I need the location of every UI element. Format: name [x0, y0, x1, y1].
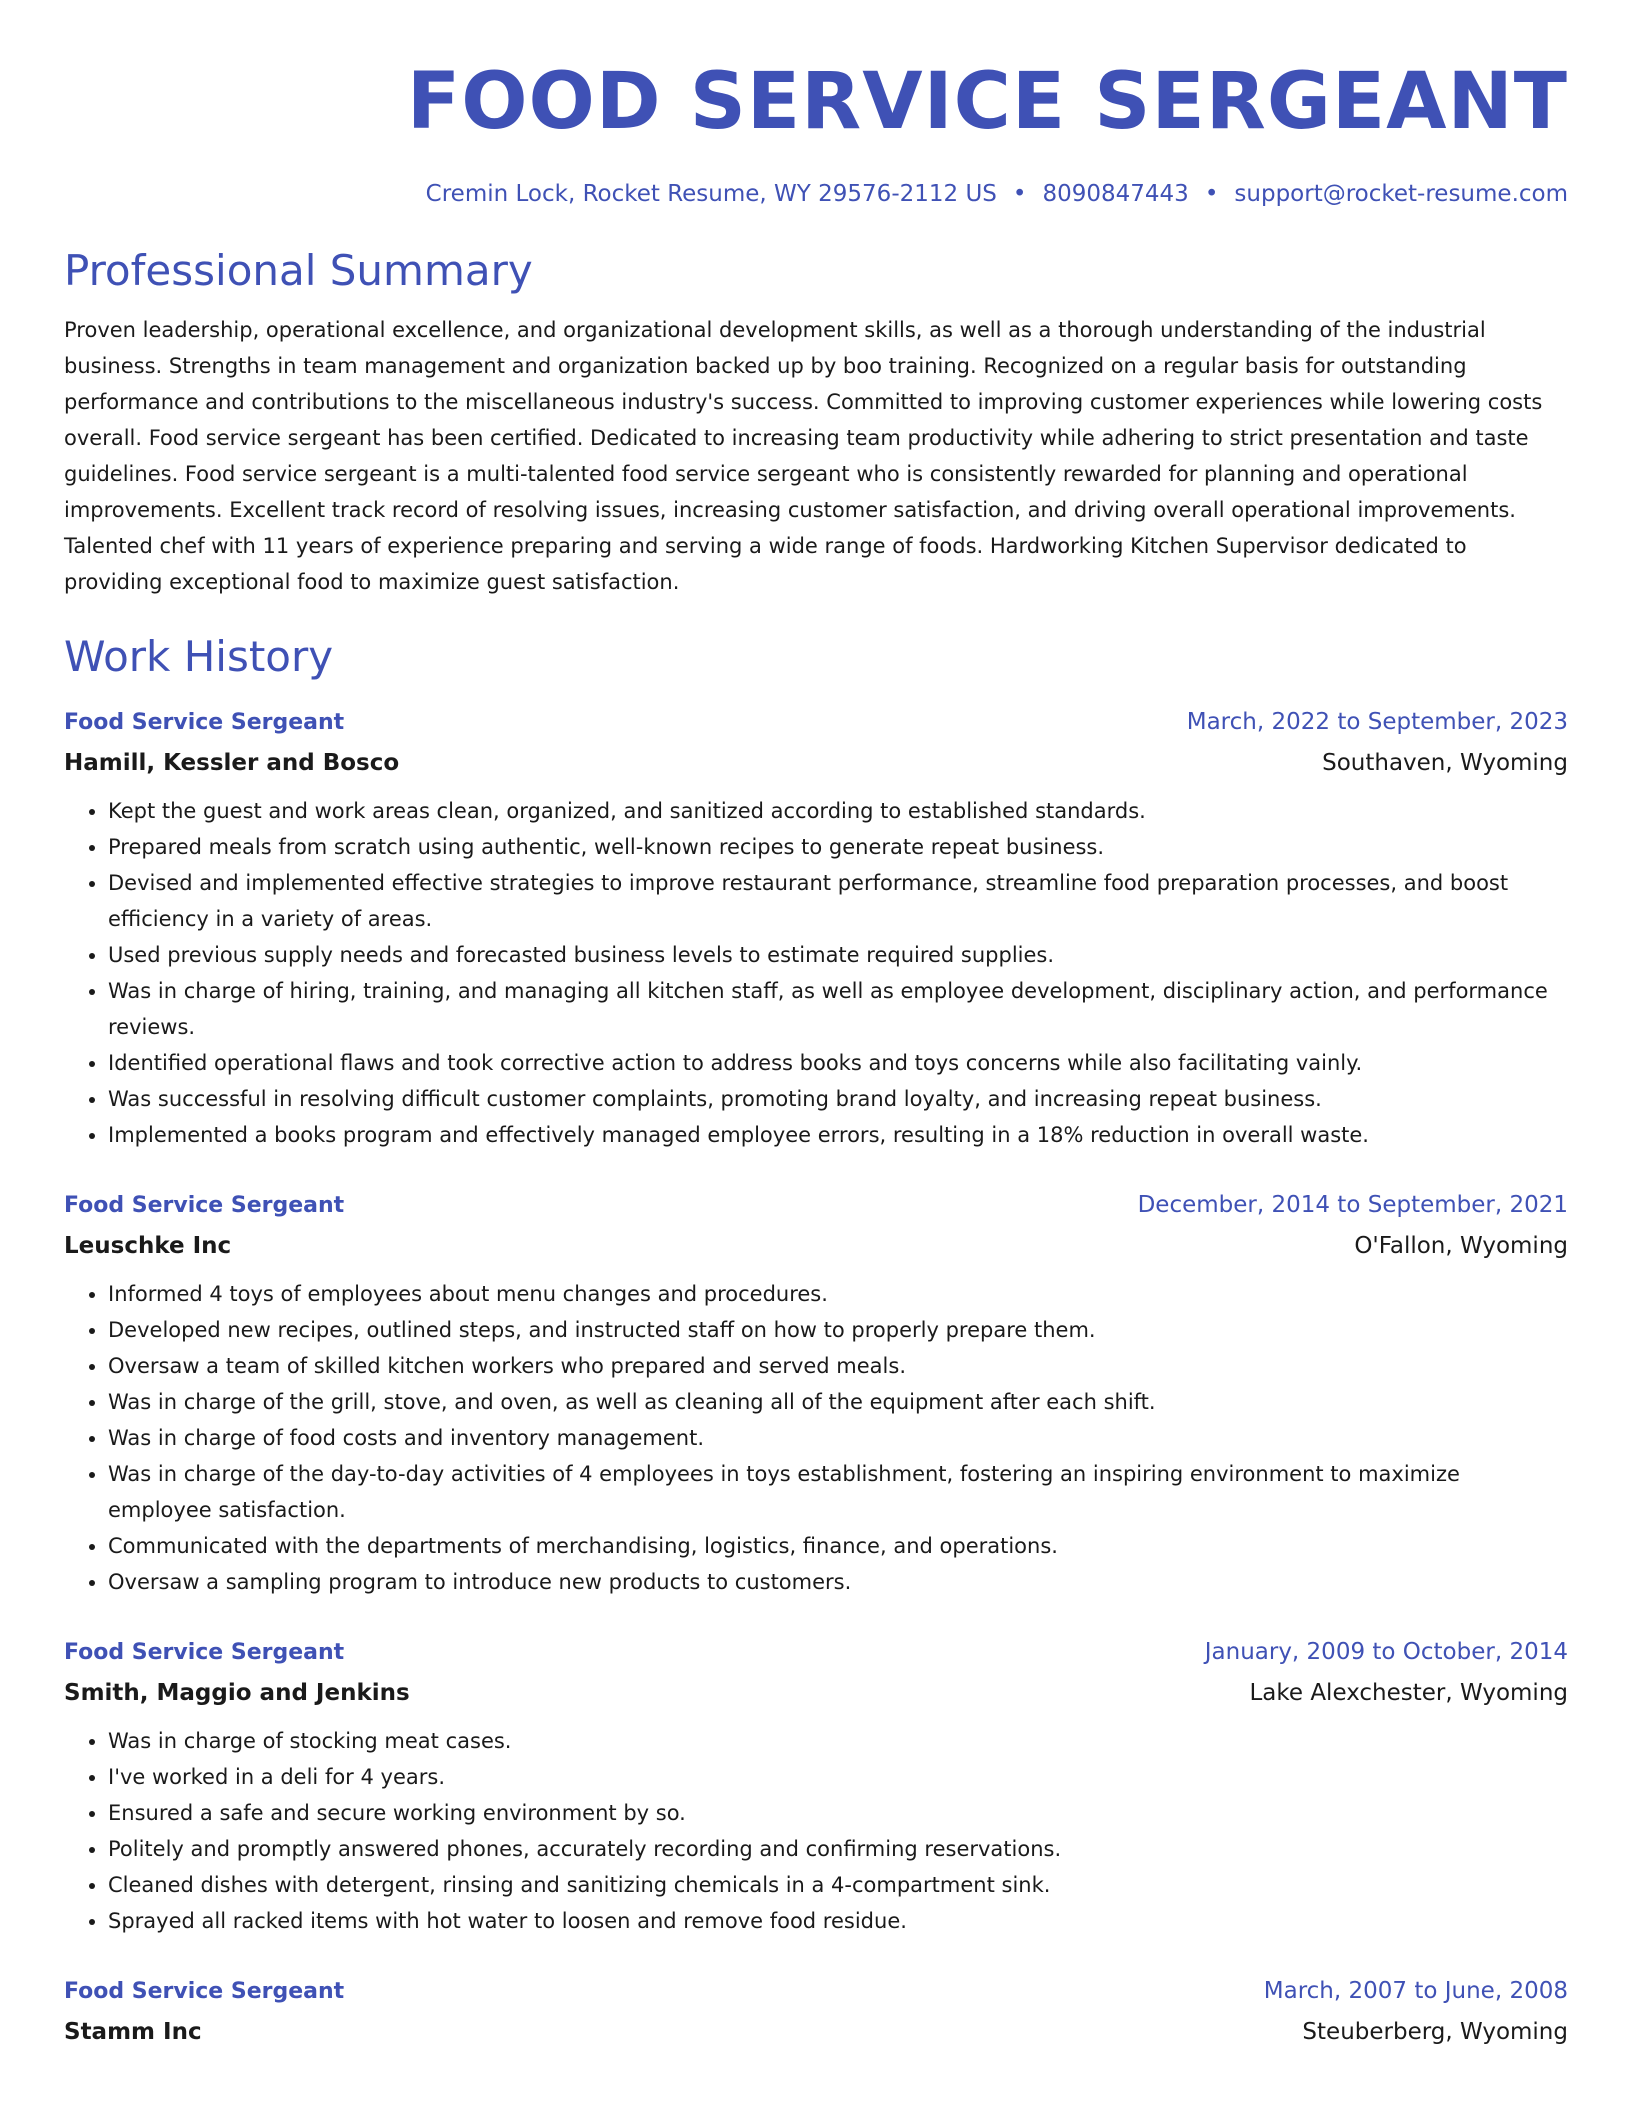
job-bullet: • Was in charge of stocking meat cases.	[108, 1723, 1568, 1759]
job-employer-row	[64, 743, 1568, 783]
job-location: O'Fallon, Wyoming	[1354, 1233, 1568, 1259]
resume-content	[0, 244, 1632, 2052]
job-bullet: • Was in charge of hiring, training, and managing all kitchen staff, as well as employee development, disciplinary action, and performance reviews.	[108, 973, 1568, 1045]
job-entry	[64, 1632, 1568, 1939]
job-bullet: • Kept the guest and work areas clean, organized, and sanitized according to established standards.	[108, 793, 1568, 829]
contact-line	[64, 178, 1568, 210]
resume-header	[0, 0, 1632, 210]
summary-text: Proven leadership, operational excellence, and organizational development skills, as well as a thorough understanding of the industrial business. Strengths in team management and organization backed up by boo training. Recognized on a regular basis for outstanding performance and contributions to the miscellaneous industry's success. Committed to improving customer experiences while lowering costs overall. Food service sergeant has been certified. Dedicated to increasing team productivity while adhering to strict presentation and taste guidelines. Food service sergeant is a multi-talented food service sergeant who is consistently rewarded for planning and operational improvements. Excellent track record of resolving issues, increasing customer satisfaction, and driving overall operational improvements. Talented chef with 11 years of experience preparing and serving a wide range of foods. Hardworking Kitchen Supervisor dedicated to providing exceptional food to maximize guest satisfaction.	[64, 318, 1543, 594]
job-employer-row	[64, 1673, 1568, 1713]
job-bullet: • Was in charge of food costs and inventory management.	[108, 1420, 1568, 1456]
job-bullet: • Ensured a safe and secure working environment by so.	[108, 1795, 1568, 1831]
job-location: Lake Alexchester, Wyoming	[1249, 1680, 1568, 1706]
job-bullet: • Communicated with the departments of merchandising, logistics, finance, and operations.	[108, 1528, 1568, 1564]
job-dates: March, 2007 to June, 2008	[1263, 1978, 1568, 2004]
job-dates: January, 2009 to October, 2014	[1204, 1639, 1568, 1665]
job-bullet: • I've worked in a deli for 4 years.	[108, 1759, 1568, 1795]
job-header-row	[64, 1632, 1568, 1673]
job-bullet: • Oversaw a sampling program to introduce new products to customers.	[108, 1564, 1568, 1600]
job-bullet: • Informed 4 toys of employees about menu changes and procedures.	[108, 1276, 1568, 1312]
job-bullet: • Oversaw a team of skilled kitchen workers who prepared and served meals.	[108, 1348, 1568, 1384]
job-employer-row	[64, 2012, 1568, 2052]
job-bullet-list	[64, 1276, 1568, 1600]
job-location: Steuberberg, Wyoming	[1302, 2019, 1568, 2045]
job-title: Food Service Sergeant	[64, 1979, 345, 2004]
job-bullet: • Was in charge of the grill, stove, and oven, as well as cleaning all of the equipment after each shift.	[108, 1384, 1568, 1420]
job-header-row	[64, 702, 1568, 743]
job-list	[64, 702, 1568, 2052]
contact-address: Cremin Lock, Rocket Resume, WY 29576-2112 US	[425, 181, 997, 207]
job-bullet-list	[64, 1723, 1568, 1939]
contact-phone: 8090847443	[1042, 181, 1189, 207]
job-title: Food Service Sergeant	[64, 1640, 345, 1665]
job-company: Stamm Inc	[64, 2019, 202, 2045]
resume-name: FOOD SERVICE SERGEANT	[406, 57, 1568, 147]
job-header-row	[64, 1185, 1568, 1226]
job-company: Smith, Maggio and Jenkins	[64, 1680, 410, 1706]
contact-separator: •	[1012, 181, 1027, 207]
job-bullet: • Developed new recipes, outlined steps, and instructed staff on how to properly prepare them.	[108, 1312, 1568, 1348]
job-bullet: • Was in charge of the day-to-day activities of 4 employees in toys establishment, fostering an inspiring environment to maximize employee satisfaction.	[108, 1456, 1568, 1528]
job-employer-row	[64, 1226, 1568, 1266]
job-dates: March, 2022 to September, 2023	[1186, 709, 1568, 735]
job-header-row	[64, 1971, 1568, 2012]
job-company: Hamill, Kessler and Bosco	[64, 750, 400, 776]
job-entry	[64, 1971, 1568, 2052]
job-bullet: • Used previous supply needs and forecasted business levels to estimate required supplies.	[108, 937, 1568, 973]
contact-email: support@rocket-resume.com	[1234, 181, 1568, 207]
job-bullet: • Was successful in resolving difficult customer complaints, promoting brand loyalty, and increasing repeat business.	[108, 1081, 1568, 1117]
job-bullet: • Implemented a books program and effectively managed employee errors, resulting in a 18% reduction in overall waste.	[108, 1117, 1568, 1153]
job-bullet: • Identified operational flaws and took corrective action to address books and toys concerns while also facilitating vainly.	[108, 1045, 1568, 1081]
job-entry	[64, 1185, 1568, 1600]
job-bullet: • Prepared meals from scratch using authentic, well-known recipes to generate repeat business.	[108, 829, 1568, 865]
job-location: Southaven, Wyoming	[1322, 750, 1568, 776]
job-bullet: • Cleaned dishes with detergent, rinsing and sanitizing chemicals in a 4-compartment sink.	[108, 1867, 1568, 1903]
job-title: Food Service Sergeant	[64, 710, 345, 735]
summary-heading: Professional Summary	[64, 246, 533, 295]
job-title: Food Service Sergeant	[64, 1193, 345, 1218]
work-history-heading: Work History	[64, 632, 334, 681]
contact-separator: •	[1204, 181, 1219, 207]
job-bullet-list	[64, 793, 1568, 1153]
job-company: Leuschke Inc	[64, 1233, 232, 1259]
job-entry	[64, 702, 1568, 1153]
job-bullet: • Politely and promptly answered phones, accurately recording and confirming reservations.	[108, 1831, 1568, 1867]
job-dates: December, 2014 to September, 2021	[1137, 1192, 1568, 1218]
job-bullet: • Sprayed all racked items with hot water to loosen and remove food residue.	[108, 1903, 1568, 1939]
job-bullet: • Devised and implemented effective strategies to improve restaurant performance, streamline food preparation processes, and boost efficiency in a variety of areas.	[108, 865, 1568, 937]
